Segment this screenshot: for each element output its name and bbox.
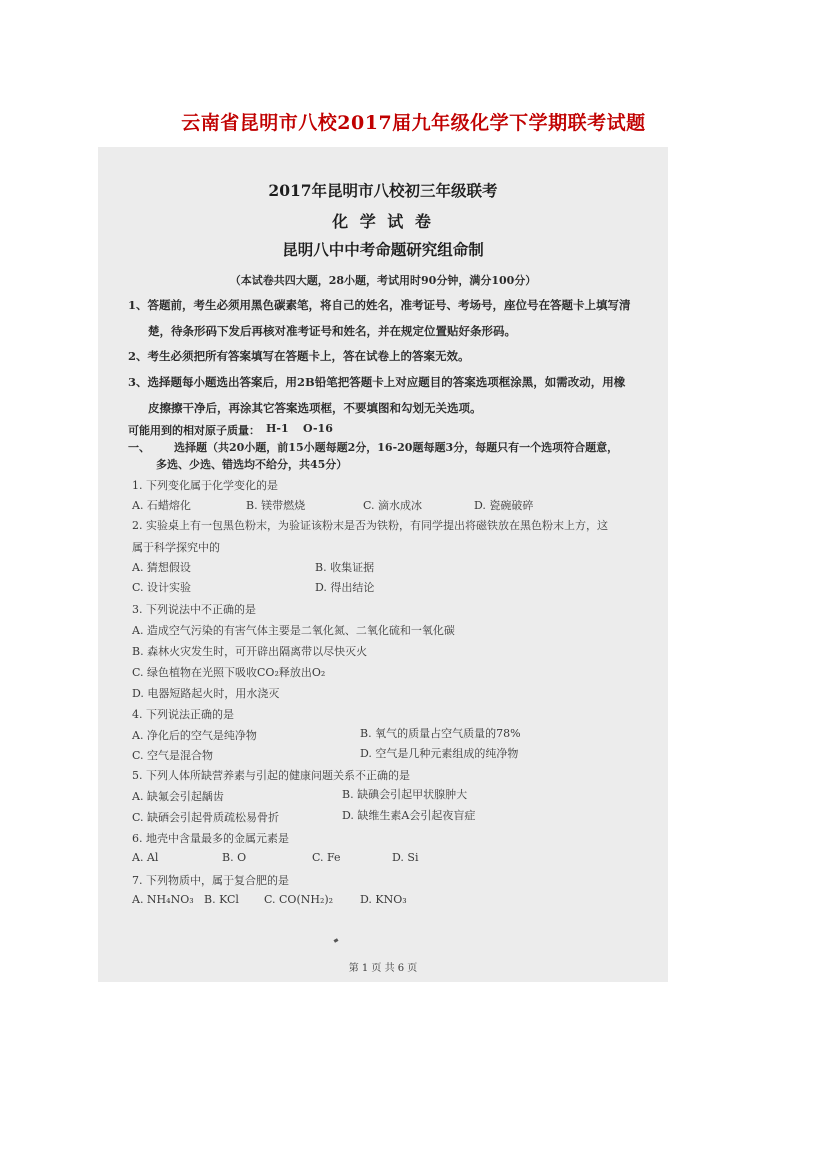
q3-option-d: D. 电器短路起火时，用水浇灭 [132, 687, 280, 700]
scan-mark [334, 938, 339, 943]
instruction-2: 2、考生必须把所有答案填写在答题卡上，答在试卷上的答案无效。 [128, 349, 470, 363]
q5-option-c: C. 缺硒会引起骨质疏松易骨折 [132, 811, 280, 824]
q2-option-d: D. 得出结论 [315, 581, 375, 594]
atomic-mass-h: H-1 [266, 422, 289, 435]
q6-option-a: A. Al [132, 851, 159, 864]
q7-option-c: C. CO(NH₂)₂ [264, 893, 334, 906]
q1-option-c: C. 滴水成冰 [363, 499, 423, 512]
q6-stem: 6. 地壳中含量最多的金属元素是 [132, 832, 289, 845]
q2-stem-2: 属于科学探究中的 [132, 541, 220, 554]
q2-option-a: A. 猜想假设 [132, 561, 191, 574]
instruction-1b: 楚，待条形码下发后再核对准考证号和姓名，并在规定位置贴好条形码。 [148, 324, 516, 338]
q3-option-b: B. 森林火灾发生时，可开辟出隔离带以尽快灭火 [132, 645, 368, 658]
q7-stem: 7. 下列物质中，属于复合肥的是 [132, 874, 289, 887]
section1-number: 一、 [128, 441, 150, 454]
q4-option-a: A. 净化后的空气是纯净物 [132, 729, 257, 742]
q3-option-c: C. 绿色植物在光照下吸收CO₂释放出O₂ [132, 666, 326, 679]
q4-option-d: D. 空气是几种元素组成的纯净物 [360, 747, 519, 760]
atomic-mass-o: O-16 [303, 422, 333, 435]
q2-option-c: C. 设计实验 [132, 581, 192, 594]
page-footer: 第 1 页 共 6 页 [348, 963, 418, 974]
exam-maker: 昆明八中中考命题研究组命制 [282, 240, 484, 259]
q1-option-d: D. 瓷碗破碎 [474, 499, 534, 512]
q6-option-b: B. O [222, 851, 247, 864]
q5-option-a: A. 缺氟会引起龋齿 [132, 790, 224, 803]
section1-line2: 多选、少选、错选均不给分，共45分） [156, 458, 348, 471]
q7-option-d: D. KNO₃ [360, 893, 407, 906]
q1-option-b: B. 镁带燃烧 [246, 499, 306, 512]
q2-stem-1: 2. 实验桌上有一包黑色粉末，为验证该粉末是否为铁粉，有同学提出将磁铁放在黑色粉末上方，这 [132, 519, 608, 532]
q3-option-a: A. 造成空气污染的有害气体主要是二氧化氮、二氧化硫和一氧化碳 [132, 624, 455, 637]
q6-option-d: D. Si [392, 851, 419, 864]
q7-option-a: A. NH₄NO₃ [132, 893, 194, 906]
q7-option-b: B. KCl [204, 893, 239, 906]
instruction-3a: 3、选择题每小题选出答案后，用2B铅笔把答题卡上对应题目的答案选项框涂黑，如需改动，用橡 [128, 375, 626, 389]
exam-subject: 化 学 试 卷 [332, 212, 434, 231]
exam-intro: （本试卷共四大题，28小题，考试用时90分钟，满分100分） [229, 274, 537, 287]
scanned-exam-page [98, 147, 668, 982]
q4-option-c: C. 空气是混合物 [132, 749, 214, 762]
q5-option-b: B. 缺碘会引起甲状腺肿大 [342, 788, 468, 801]
q4-stem: 4. 下列说法正确的是 [132, 708, 234, 721]
q3-stem: 3. 下列说法中不正确的是 [132, 603, 256, 616]
q6-option-c: C. Fe [312, 851, 341, 864]
q5-stem: 5. 下列人体所缺营养素与引起的健康问题关系不正确的是 [132, 769, 410, 782]
instruction-1a: 1、答题前，考生必须用黑色碳素笔，将自己的姓名，准考证号、考场号，座位号在答题卡上填写清 [128, 298, 631, 312]
section1-line1: 选择题（共20小题，前15小题每题2分，16-20题每题3分，每题只有一个选项符合题意， [174, 441, 619, 454]
q1-option-a: A. 石蜡熔化 [132, 499, 191, 512]
instruction-3b: 皮擦擦干净后，再涂其它答案选项框，不要填图和勾划无关选项。 [148, 401, 482, 415]
q1-stem: 1. 下列变化属于化学变化的是 [132, 479, 278, 492]
atomic-mass-label: 可能用到的相对原子质量： [128, 424, 260, 437]
q4-option-b: B. 氧气的质量占空气质量的78% [360, 727, 521, 740]
q5-option-d: D. 缺维生素A会引起夜盲症 [342, 809, 476, 822]
q2-option-b: B. 收集证据 [315, 561, 375, 574]
page-title: 云南省昆明市八校2017届九年级化学下学期联考试题 [181, 112, 646, 134]
exam-title: 2017年昆明市八校初三年级联考 [268, 181, 498, 200]
